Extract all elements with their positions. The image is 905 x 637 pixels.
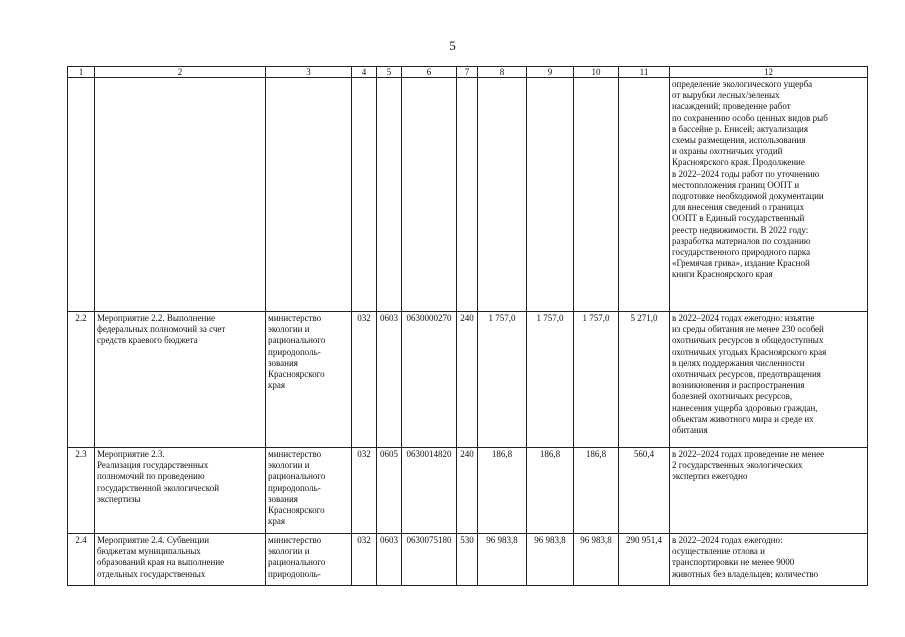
continuation-row: [68, 78, 868, 312]
amount-2023: 186,8: [527, 448, 574, 534]
responsible-org: министерство экологии и рационального природополь- зования Красноярского края: [266, 312, 352, 448]
table-row: [68, 534, 868, 586]
responsible-org: министерство экологии и рационального природополь-: [266, 534, 352, 586]
row-number: 2.3: [68, 448, 95, 534]
rzpr-code: 0603: [377, 312, 402, 448]
amount-2024: 1 757,0: [574, 312, 619, 448]
vr-code: 240: [457, 448, 478, 534]
row-number: 2.4: [68, 534, 95, 586]
amount-2023: 96 983,8: [527, 534, 574, 586]
table-row: [68, 312, 868, 448]
column-number-row: [68, 67, 868, 78]
column-header: 10: [574, 67, 619, 78]
amount-total: 560,4: [619, 448, 670, 534]
amount-2022: 186,8: [478, 448, 527, 534]
result-cell: в 2022–2024 годах проведение не менее 2 государственных экологических экспертиз ежегодно: [670, 448, 868, 534]
activity-name: Мероприятие 2.4. Субвенции бюджетам муниципальных образований края на выполнение отдельных государственных: [95, 534, 266, 586]
amount-2022: 96 983,8: [478, 534, 527, 586]
column-header: 8: [478, 67, 527, 78]
responsible-org: министерство экологии и рационального природополь- зования Красноярского края: [266, 448, 352, 534]
result-cell: определение экологического ущерба от вырубки лесных/зеленых насаждений; проведение работ по сохранению особо ценных видов рыб в бассейне р. Енисей; актуализация схемы размещения, использования и охраны охотничьих угодий Красноярского края. Продолжение в 2022–2024 годы работ по уточнению местоположения границ ООПТ и подготовке необходимой документации для внесения сведений о границах ООПТ в Единый государственный реестр недвижимости. В 2022 году: разработка материалов по созданию государственного природного парка «Гремячая грива», издание Красной книги Красноярского края: [670, 78, 868, 312]
column-header: 9: [527, 67, 574, 78]
table-row: [68, 448, 868, 534]
result-cell: в 2022–2024 годах ежегодно: изъятие из среды обитания не менее 230 особей охотничьих ресурсов в общедоступных охотничьих угодьях Красноярского края в целях поддержания численности охотничьих ресурсов, предотвращения возникновения и распространения болезней охотничьих ресурсов, нанесения ущерба здоровью граждан, объектам животного мира и среде их обитания: [670, 312, 868, 448]
rzpr-code: 0605: [377, 448, 402, 534]
amount-2022: 1 757,0: [478, 312, 527, 448]
column-header: 11: [619, 67, 670, 78]
column-header: 4: [352, 67, 377, 78]
column-header: 6: [402, 67, 457, 78]
column-header: 7: [457, 67, 478, 78]
amount-2023: 1 757,0: [527, 312, 574, 448]
amount-2024: 186,8: [574, 448, 619, 534]
column-header: 3: [266, 67, 352, 78]
amount-2024: 96 983,8: [574, 534, 619, 586]
amount-total: 290 951,4: [619, 534, 670, 586]
column-header: 2: [95, 67, 266, 78]
vr-code: 240: [457, 312, 478, 448]
grbs-code: 032: [352, 448, 377, 534]
column-header: 1: [68, 67, 95, 78]
activity-name: Мероприятие 2.3. Реализация государственных полномочий по проведению государственной экологической экспертизы: [95, 448, 266, 534]
vr-code: 530: [457, 534, 478, 586]
grbs-code: 032: [352, 312, 377, 448]
csr-code: 0630014820: [402, 448, 457, 534]
row-number: 2.2: [68, 312, 95, 448]
column-header: 12: [670, 67, 868, 78]
csr-code: 0630075180: [402, 534, 457, 586]
grbs-code: 032: [352, 534, 377, 586]
program-activities-table: [67, 66, 868, 586]
activity-name: Мероприятие 2.2. Выполнение федеральных полномочий за счет средств краевого бюджета: [95, 312, 266, 448]
amount-total: 5 271,0: [619, 312, 670, 448]
column-header: 5: [377, 67, 402, 78]
csr-code: 0630000270: [402, 312, 457, 448]
result-cell: в 2022–2024 годах ежегодно: осуществление отлова и транспортировки не менее 9000 животных без владельцев; количество: [670, 534, 868, 586]
page-number: 5: [449, 38, 456, 53]
rzpr-code: 0603: [377, 534, 402, 586]
